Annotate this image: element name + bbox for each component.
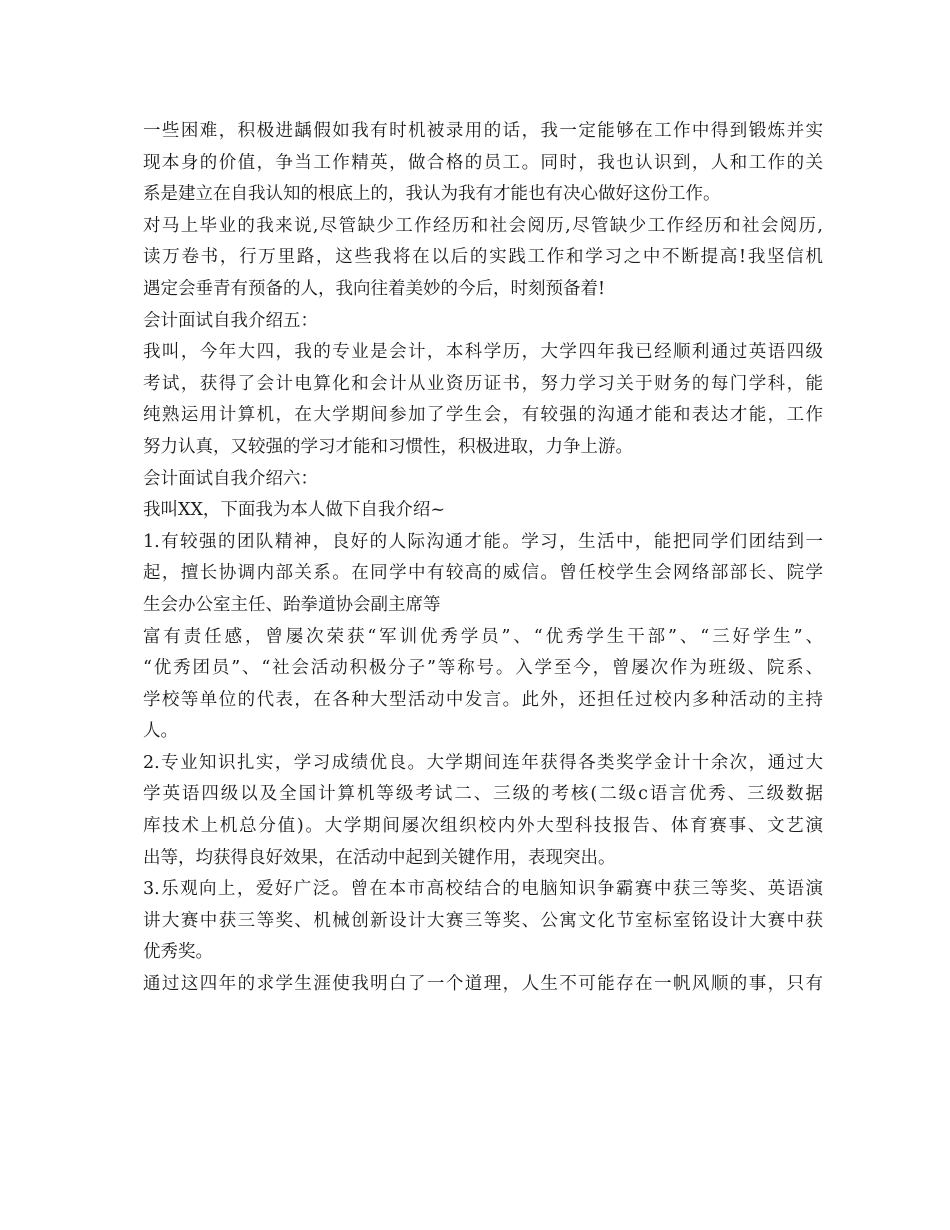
text-line: 读万卷书，行万里路，这些我将在以后的实践工作和学习之中不断提高!我坚信机 [143,247,823,268]
text-line: 优秀奖。 [143,942,213,963]
text-line: 2.专业知识扎实，学习成绩优良。大学期间连年获得各类奖学金计十余次，通过大 [143,752,823,773]
text-line: 我叫XX，下面我为本人做下自我介绍~ [143,500,446,521]
text-line: 出等，均获得良好效果，在活动中起到关键作用，表现突出。 [143,847,616,868]
text-line: 一些困难，积极进龋假如我有时机被录用的话，我一定能够在工作中得到锻炼并实 [143,121,823,141]
text-line: 通过这四年的求学生涯使我明白了一个道理，人生不可能存在一帆风顺的事，只有 [143,974,823,995]
text-line: 1.有较强的团队精神，良好的人际沟通才能。学习，生活中，能把同学们团结到一 [143,531,823,552]
text-line: 会计面试自我介绍六： [143,468,318,489]
text-line: 努力认真，又较强的学习才能和习惯性，积极进取，力争上游。 [143,436,633,457]
text-line: 我叫，今年大四，我的专业是会计，本科学历，大学四年我已经顺利通过英语四级 [143,342,823,363]
text-line: 学英语四级以及全国计算机等级考试二、三级的考核(二级c语言优秀、三级数据 [143,784,823,805]
text-line: 生会办公室主任、跆拳道协会副主席等 [143,594,441,615]
text-line: 系是建立在自我认知的根底上的，我认为我有才能也有决心做好这份工作。 [143,184,721,205]
text-line: 人。 [143,721,178,742]
text-line: 遇定会垂青有预备的人，我向往着美妙的今后，时刻预备着! [143,278,606,299]
text-line: 3.乐观向上，爱好广泛。曾在本市高校结合的电脑知识争霸赛中获三等奖、英语演 [143,879,823,900]
text-line: 讲大赛中获三等奖、机械创新设计大赛三等奖、公寓文化节室标室铭设计大赛中获 [143,910,823,931]
text-line: 起，擅长协调内部关系。在同学中有较高的威信。曾任校学生会网络部部长、院学 [143,563,823,584]
text-line: 对马上毕业的我来说,尽管缺少工作经历和社会阅历,尽管缺少工作经历和社会阅历, [143,215,823,236]
text-line: 学校等单位的代表，在各种大型活动中发言。此外，还担任过校内多种活动的主持 [143,689,823,710]
text-line: 现本身的价值，争当工作精英，做合格的员工。同时，我也认识到，人和工作的关 [143,152,823,173]
text-line: “优秀团员”、“社会活动积极分子”等称号。入学至今，曾屡次作为班级、院系、 [143,658,823,679]
text-line: 纯熟运用计算机，在大学期间参加了学生会，有较强的沟通才能和表达才能，工作 [143,405,823,426]
text-line: 库技术上机总分值)。大学期间屡次组织校内外大型科技报告、体育赛事、文艺演 [143,816,823,837]
document-body [143,116,823,1001]
text-line: 考试，获得了会计电算化和会计从业资历证书，努力学习关于财务的每门学科，能 [143,373,823,394]
text-line: 富有责任感，曾屡次荣获“军训优秀学员”、“优秀学生干部”、“三好学生”、 [143,626,823,647]
text-line: 会计面试自我介绍五： [143,310,318,331]
